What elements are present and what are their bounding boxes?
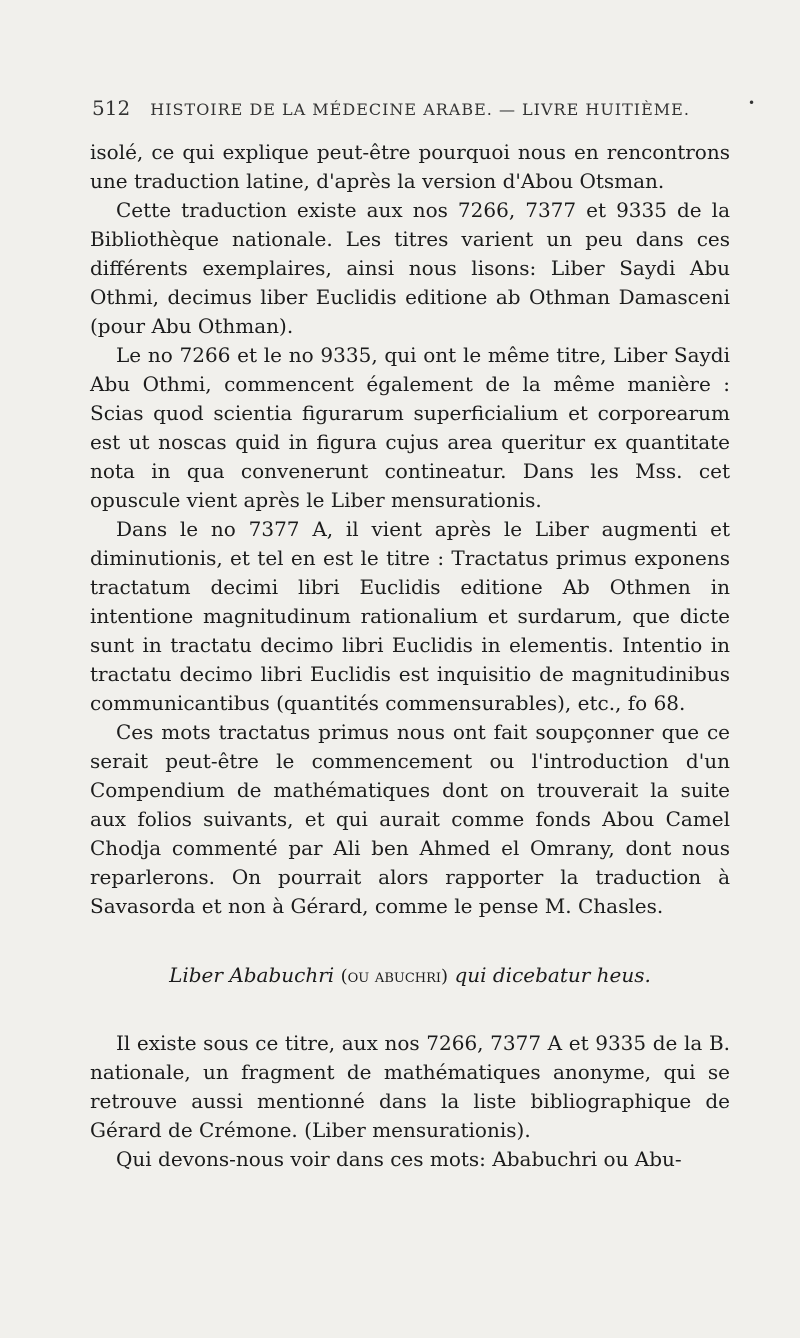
running-header	[92, 96, 732, 120]
section-heading-variant: (ou abuchri)	[340, 966, 449, 987]
paragraph: Qui devons-nous voir dans ces mots: Ababuchri ou Abu-	[116, 1147, 682, 1171]
running-title: HISTOIRE DE LA MÉDECINE ARABE. — LIVRE HUITIÈME.	[150, 100, 690, 119]
margin-dot: •	[748, 96, 756, 110]
paragraph: Dans le no 7377 A, il vient après le Liber augmenti et diminutionis, et tel en est le titre : Tractatus primus exponens tractatum decimi libri Euclidis editione Ab Othmen in intentione magnitudinum rationalium et surdarum, que dicte sunt in tractatu decimo libri Euclidis in elementis. Intentio in tractatu decimo libri Euclidis est inquisitio de magnitudinibus communicantibus (quantités commensurables), etc., fo 68.	[90, 517, 730, 715]
section-heading	[90, 961, 730, 991]
paragraph: Le no 7266 et le no 9335, qui ont le même titre, Liber Saydi Abu Othmi, commencent également de la même manière : Scias quod scientia figurarum superficialium et corporearum est ut noscas quid in figura cujus area queritur ex quantitate nota in qua convenerunt contineatur. Dans les Mss. cet opuscule vient après le Liber mensurationis.	[90, 343, 730, 512]
main-text	[90, 138, 730, 1174]
page-number: 512	[92, 96, 131, 120]
paragraph: Il existe sous ce titre, aux nos 7266, 7377 A et 9335 de la B. nationale, un fragment de mathématiques anonyme, qui se retrouve aussi mentionné dans la liste bibliographique de Gérard de Crémone. (Liber mensurationis).	[90, 1031, 730, 1142]
section-heading-title: Liber Ababuchri	[169, 963, 335, 987]
paragraph: isolé, ce qui explique peut-être pourquoi nous en rencontrons une traduction latine, d'après la version d'Abou Otsman.	[90, 140, 730, 193]
paragraph: Ces mots tractatus primus nous ont fait soupçonner que ce serait peut-être le commencement ou l'introduction d'un Compendium de mathématiques dont on trouverait la suite aux folios suivants, et qui aurait comme fonds Abou Camel Chodja commenté par Ali ben Ahmed el Omrany, dont nous reparlerons. On pourrait alors rapporter la traduction à Savasorda et non à Gérard, comme le pense M. Chasles.	[90, 720, 730, 918]
section-heading-subtitle: qui dicebatur heus.	[454, 963, 651, 987]
paragraph: Cette traduction existe aux nos 7266, 7377 et 9335 de la Bibliothèque nationale. Les titres varient un peu dans ces différents exemplaires, ainsi nous lisons: Liber Saydi Abu Othmi, decimus liber Euclidis editione ab Othman Damasceni (pour Abu Othman).	[90, 198, 730, 338]
